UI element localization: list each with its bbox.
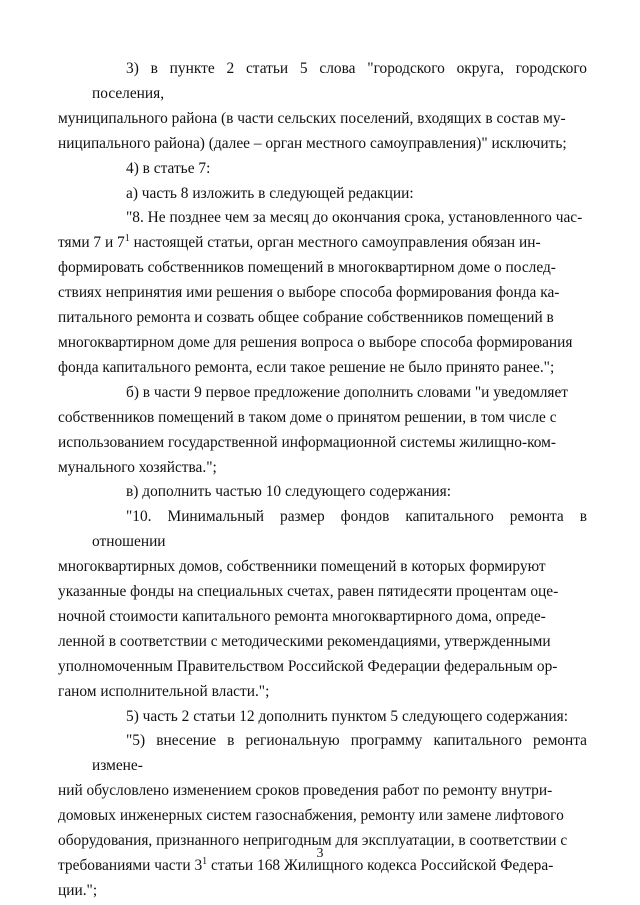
paragraph-quoted-part-8 <box>58 206 587 380</box>
text-line: "8. Не позднее чем за месяц до окончания срока, установленного час- <box>126 209 583 227</box>
document-body <box>58 57 587 904</box>
text-line: многоквартирном доме для решения вопроса о выборе способа формирования <box>58 333 573 351</box>
paragraph-subitem-a <box>92 182 587 207</box>
text-line: а) часть 8 изложить в следующей редакции: <box>126 184 414 202</box>
text-line: уполномоченным Правительством Российской Федерации федеральным ор- <box>58 657 558 675</box>
page-number: 3 <box>316 846 324 861</box>
text-line: ции."; <box>58 881 98 899</box>
text-line: указанные фонды на специальных счетах, равен пятидесяти процентам оце- <box>58 583 559 601</box>
text-line: оборудования, признанного непригодным для эксплуатации, в соответствии с <box>58 832 568 850</box>
text-fragment: требованиями части 3 <box>58 857 203 874</box>
text-line: в) дополнить частью 10 следующего содержания: <box>126 483 452 501</box>
text-line: 5) часть 2 статьи 12 дополнить пунктом 5 следующего содержания: <box>126 707 568 725</box>
paragraph-item-5 <box>92 705 587 730</box>
text-line: б) в части 9 первое предложение дополнить словами "и уведомляет <box>126 383 569 401</box>
text-line: использованием государственной информационной системы жилищно-ком- <box>58 433 557 451</box>
text-line: ночной стоимости капитального ремонта многоквартирного дома, опреде- <box>58 607 546 625</box>
text-line: "10. Минимальный размер фондов капитального ремонта в отношении <box>92 508 587 551</box>
text-line: многоквартирных домов, собственники помещений в которых формируют <box>58 558 546 576</box>
text-fragment: настоящей статьи, орган местного самоуправления обязан ин- <box>129 234 541 252</box>
text-line: мунального хозяйства."; <box>58 458 217 476</box>
text-line: ний обусловлено изменением сроков проведения работ по ремонту внутри- <box>58 782 553 800</box>
text-line: домовых инженерных систем газоснабжения, ремонту или замене лифтового <box>58 807 564 825</box>
text-line: собственников помещений в таком доме о принятом решении, в том числе с <box>58 408 557 426</box>
paragraph-quoted-point-5 <box>58 729 587 903</box>
text-line: "5) внесение в региональную программу капитального ремонта измене- <box>92 732 587 775</box>
text-line: ганом исполнительной власти."; <box>58 682 270 700</box>
text-line: муниципального района (в части сельских поселений, входящих в состав му- <box>58 109 566 127</box>
text-line: ниципального района) (далее – орган местного самоуправления)" исключить; <box>58 134 567 152</box>
text-line: 3) в пункте 2 статьи 5 слова "городского округа, городского поселения, <box>92 60 587 102</box>
text-line: питального ремонта и созвать общее собрание собственников помещений в <box>58 309 554 327</box>
text-fragment: статьи 168 Жилищного кодекса Российской Федера- <box>207 857 554 874</box>
text-fragment: тями 7 и 7 <box>58 234 125 252</box>
paragraph-subitem-b <box>58 381 587 481</box>
text-line: ленной в соответствии с методическими рекомендациями, утвержденными <box>58 632 551 650</box>
text-line: 4) в статье 7: <box>126 159 211 177</box>
text-line: ствиях непринятия ими решения о выборе способа формирования фонда ка- <box>58 284 560 302</box>
superscript: 1 <box>202 856 208 867</box>
paragraph-item-4 <box>92 157 587 182</box>
text-line: формировать собственников помещений в многоквартирном доме о послед- <box>58 259 556 277</box>
superscript: 1 <box>124 233 130 245</box>
text-line: фонда капитального ремонта, если такое решение не было принято ранее."; <box>58 358 555 376</box>
text-line-with-superscript <box>58 231 587 256</box>
paragraph-subitem-v <box>92 480 587 505</box>
paragraph-quoted-part-10 <box>58 505 587 704</box>
paragraph-item-3 <box>58 57 587 157</box>
